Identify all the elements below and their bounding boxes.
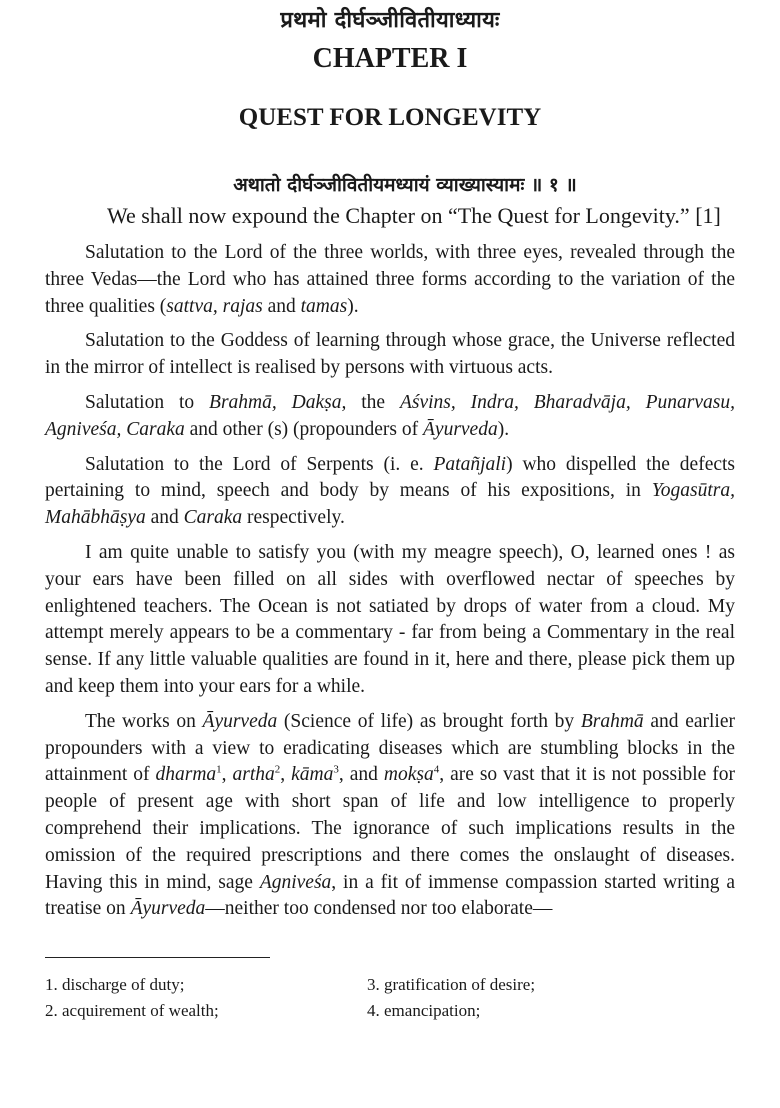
paragraph-ayurveda-works: The works on Āyurveda (Science of life) as brought forth by Brahmā and earlier propounders with a view to eradicating diseases which are stumbling blocks in the attainment of dharma$^1$, artha$^2$, kāma$^3$, and mokṣa$^4$, are so vast that it is not possible for people of present age with short span of life and low intelligence to properly comprehend their implications. The ignorance of such implications results in the omission of the required prescriptions and there comes the onslaught of diseases. Having this in mind, sage Agniveśa, in a fit of immense compassion started writing a treatise on Āyurveda—neither too condensed nor too elaborate— [45,710,736,920]
footnote-4: 4. emancipation; [367,1001,481,1021]
book-page [45,0,735,1023]
paragraph-salutation-propounders: Salutation to Brahmā, Dakṣa, the Aśvins, Indra, Bharadvāja, Punarvasu, Agniveśa, Caraka and other (s) (propounders of Āyurveda). [45,391,735,440]
chapter-title: QUEST FOR LONGEVITY [238,104,542,131]
paragraph-salutation-serpents: Salutation to the Lord of Serpents (i. e. Patañjali) who dispelled the defects pertaining to mind, speech and body by means of his expositions, in Yogasūtra, Mahābhāṣya and Caraka respectively. [45,453,736,529]
chapter-number: CHAPTER I [312,43,468,74]
paragraph-salutation-goddess: Salutation to the Goddess of learning through whose grace, the Universe reflected in the mirror of intellect is realised by persons with virtuous acts. [45,330,735,379]
verse-translation: We shall now expound the Chapter on “The Quest for Longevity.” [1] [107,203,721,228]
paragraph-salutation-lord: Salutation to the Lord of the three worlds, with three eyes, revealed through the three Vedas—the Lord who has attained three forms according to the variation of the three qualities (sattva, rajas and tamas). [45,242,735,317]
footnote-3: 3. gratification of desire; [367,975,536,995]
sanskrit-chapter-heading: प्रथमो दीर्घञ्जीवितीयाध्यायः [280,8,500,33]
footnote-1: 1. discharge of duty; [45,975,185,995]
footnote-2: 2. acquirement of wealth; [45,1001,219,1021]
paragraph-commentary: I am quite unable to satisfy you (with my meagre speech), O, learned ones ! as your ears have been filled on all sides with overflowed nectar of speeches by enlightened teachers. The Ocean is not satiated by drops of water from a cloud. My attempt merely appears to be a commentary - far from being a Commentary in the real sense. If any little valuable qualities are found in it, here and there, please pick them up and keep them into your ears for a while. [45,541,735,697]
footnote-divider [45,957,270,958]
footnotes [45,972,735,1023]
sanskrit-verse: अथातो दीर्घञ्जीवितीयमध्यायं व्याख्यास्यामः ॥ १ ॥ [233,174,577,196]
